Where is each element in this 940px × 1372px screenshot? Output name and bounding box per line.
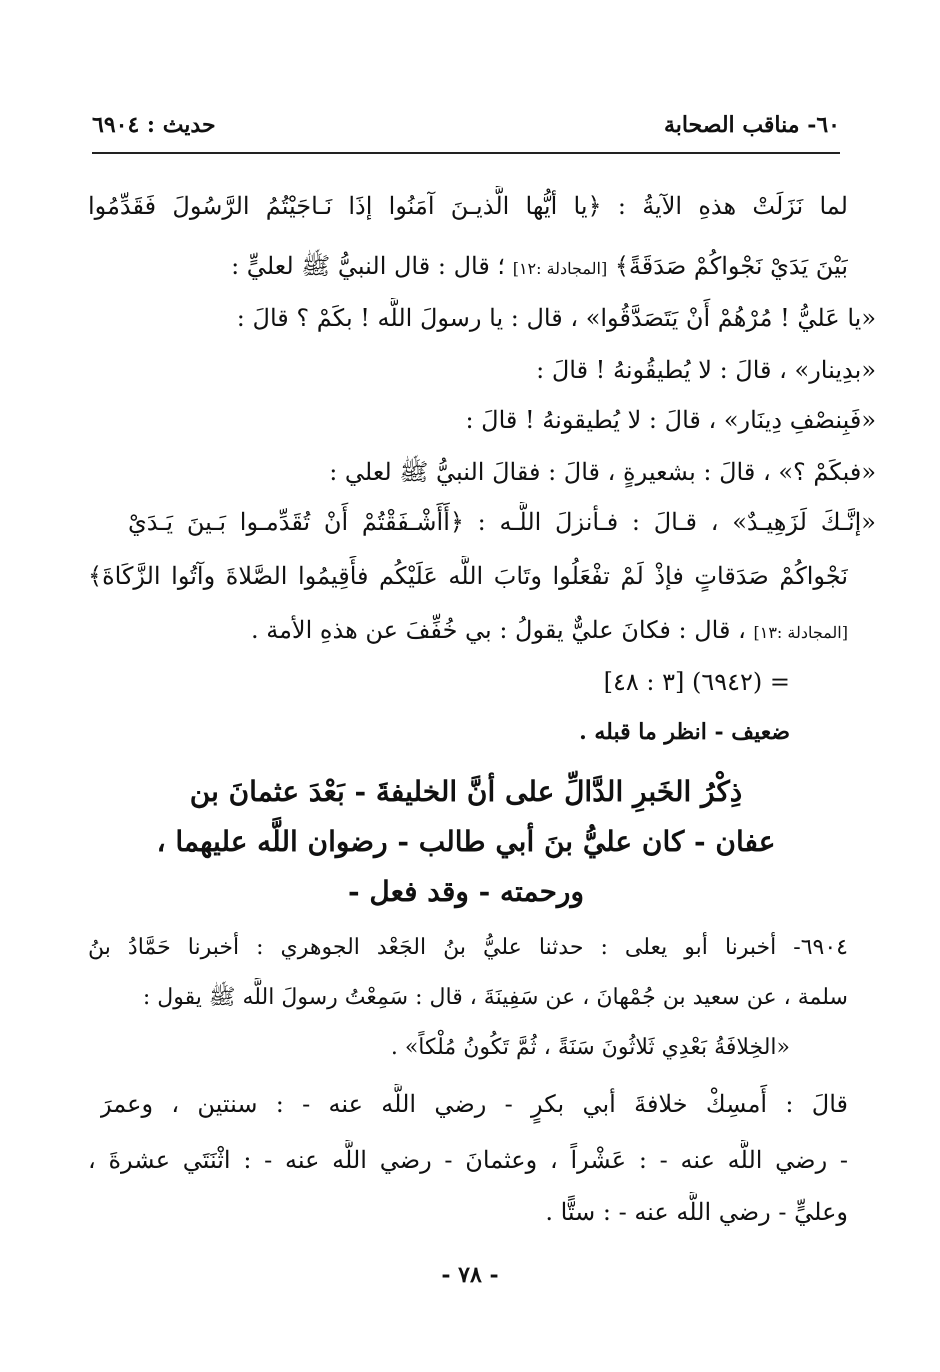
section-heading: ورحمته - وقد فعل - — [348, 875, 584, 908]
verse-citation: [المجادلة :١٣] — [753, 623, 848, 642]
page-number: - ٧٨ - — [441, 1262, 499, 1288]
page-header — [92, 112, 840, 146]
text-line: «يا عَليُّ ! مُرْهُمْ أَنْ يَتَصَدَّقُوا» ، قال : يا رسولَ اللَّه ! بكَمْ ؟ قالَ : — [236, 304, 876, 332]
text-line: «فَبِنصْفِ دِينَار» ، قالَ : لا يُطيقونهُ ! قالَ : — [465, 406, 876, 434]
grading-note: ضعيف - انظر ما قبله . — [579, 719, 790, 745]
text-line: نَجْواكُمْ صَدَقاتٍ فإذْ لَمْ تفْعَلُوا وتَابَ اللَّه عَلَيْكُم فأَقِيمُوا الصَّلاةَ وآتُوا الزَّكَاةَ﴾ — [88, 562, 848, 590]
text-line: لما نَزَلَتْ هذهِ الآيةُ : ﴿يا أيُّها الَّذيـنَ آمَنُوا إذَا نَـاجَيْتُمُ الرَّسُولَ فَقَدِّمُوا — [88, 192, 848, 220]
cross-reference: = (٦٩٤٢) [٣ : ٤٨] — [603, 668, 790, 696]
text-span: ، قال : فكانَ عليٌّ يقولُ : بي خُفِّفَ عن هذهِ الأمة . — [250, 616, 746, 644]
text-line: «فبكَمْ ؟» ، قالَ : بشعيرةٍ ، قالَ : فقالَ النبيُّ ﷺ لعلي : — [329, 458, 876, 486]
text-line — [88, 610, 848, 650]
text-span: ؛ قال : قال النبيُّ ﷺ لعليٍّ : — [231, 252, 506, 280]
hadith-text: ٦٩٠٤- أخبرنا أبو يعلى : حدثنا عليُّ بنُ الجَعْد الجوهري : أخبرنا حَمَّادُ بنُ — [88, 935, 848, 960]
section-heading: ذِكْرُ الخَبرِ الدَّالِّ على أنَّ الخليفةَ - بَعْدَ عثمانَ بن — [189, 775, 743, 808]
verse-citation: [المجادلة :١٢] — [512, 259, 608, 278]
header-divider — [92, 152, 840, 154]
text-line — [88, 246, 848, 286]
text-line: «بدِينار» ، قالَ : لا يُطيقُونهُ ! قالَ : — [536, 356, 876, 384]
text-line: «إنَّـكَ لَزَهِيـدٌ» ، قـالَ : فـأنزلَ اللَّـه : ﴿أَأَشْـفَقْتُمْ أَنْ تُقَدِّمـوا بَـينَ يَـدَيْ — [128, 508, 876, 536]
text-line: قالَ : أَمسِكْ خلافةَ أبي بكرٍ - رضي اللَّه عنه - : سنتين ، وعمرَ — [100, 1090, 848, 1118]
text-line: - رضي اللَّه عنه - : عَشْراً ، وعثمانَ - رضي اللَّه عنه - : اثْنَتَي عشرةَ ، — [88, 1146, 848, 1174]
quran-verse: بَيْنَ يَدَيْ نَجْواكُمْ صَدَقَةً﴾ — [614, 252, 848, 280]
chapter-title: ٦٠- مناقب الصحابة — [663, 112, 840, 138]
text-line: وعليٍّ - رضي اللَّه عنه - : ستًّا . — [545, 1198, 848, 1226]
hadith-text: سلمة ، عن سعيد بن جُمْهانَ ، عن سَفِينَةَ ، قال : سَمِعْتُ رسولَ اللَّه ﷺ يقول : — [142, 985, 848, 1010]
hadith-quote: «الخِلافَةُ بَعْدِي ثَلاثُونَ سَنَةً ، ثُمَّ تَكُونُ مُلْكاً» . — [390, 1035, 790, 1060]
hadith-reference: حديث : ٦٩٠٤ — [92, 112, 216, 138]
section-heading: عفان - كان عليُّ بنَ أبي طالب - رضوان اللَّه عليهما ، — [156, 825, 776, 858]
